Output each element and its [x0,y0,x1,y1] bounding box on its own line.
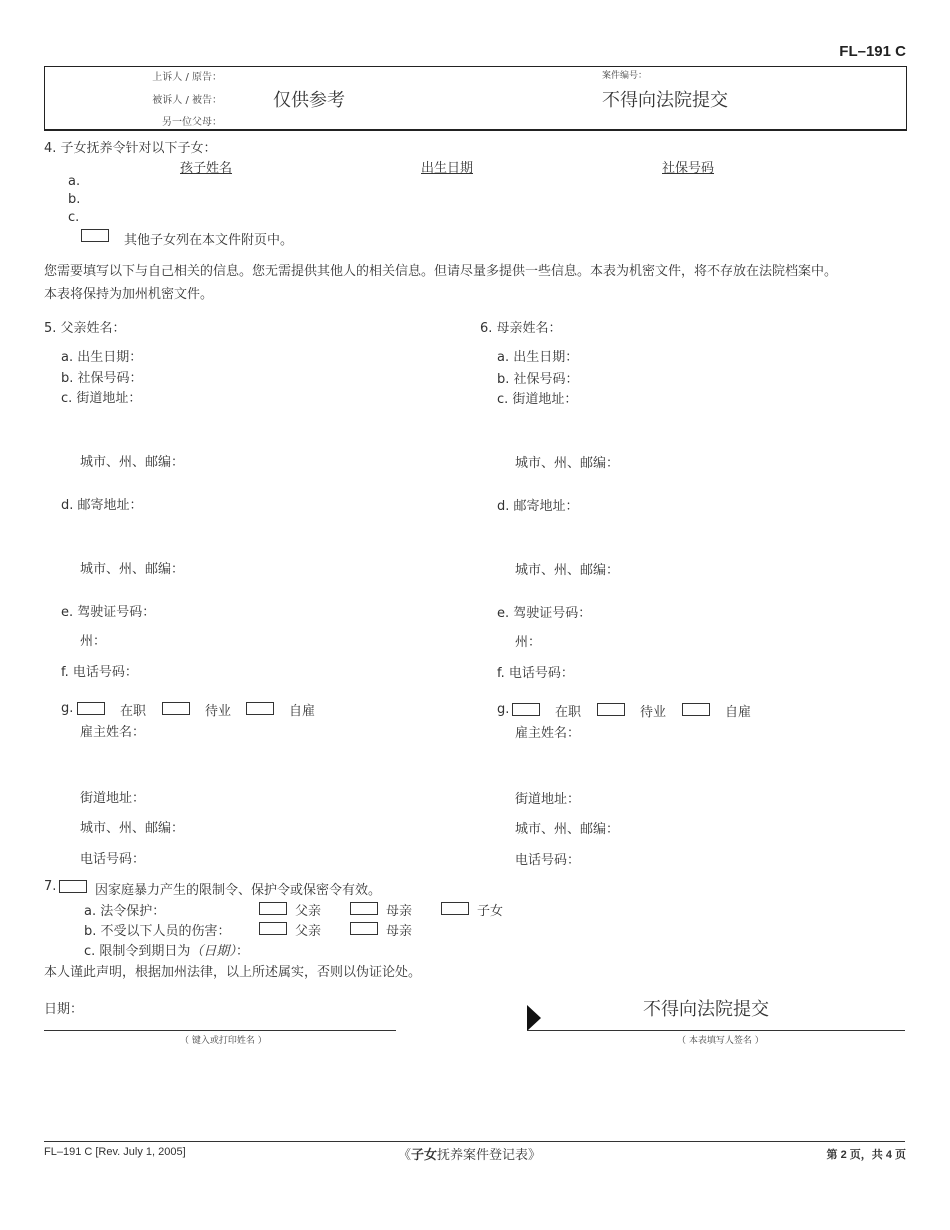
intro-line-1: 您需要填写以下与自己相关的信息。您无需提供其他人的相关信息。但请尽量多提供一些信息。本表为机密文件，将不存放在法院档案中。 [44,264,838,279]
father-dob-label[interactable]: a. 出生日期： [61,350,143,365]
signature-caption: （ 本表填写人签名 ） [677,1036,764,1046]
mother-mailing-city-label[interactable]: 城市、州、邮编： [515,563,620,578]
mother-license-label[interactable]: e. 驾驶证号码： [497,606,592,621]
mother-unemployed-checkbox[interactable] [597,703,625,716]
father-ssn-label[interactable]: b. 社保号码： [61,371,143,386]
expiration-label-post: ： [235,944,249,959]
expiration-date-hint: （日期） [190,944,236,959]
mother-self-employed-label: 自雇 [725,705,752,720]
other-parent-label: 另一位父母： [162,117,222,128]
mother-self-employed-checkbox[interactable] [682,703,710,716]
print-name-line[interactable] [44,1030,396,1031]
child-row-c[interactable]: c. [68,210,80,225]
father-name-label[interactable]: 5. 父亲姓名： [44,321,126,336]
footer-rule [44,1141,905,1142]
declaration-text: 本人谨此声明，根据加州法律，以上所述属实，否则以伪证论处。 [44,965,422,980]
mother-name-label[interactable]: 6. 母亲姓名： [480,321,562,336]
footer-page-number: 第 2 页，共 4 页 [826,1149,906,1161]
mother-g-label: g. [497,702,510,717]
father-license-label[interactable]: e. 驾驶证号码： [61,605,156,620]
mother-street-label[interactable]: c. 街道地址： [497,392,578,407]
mother-employed-label: 在职 [555,705,582,720]
mother-employer-phone-label[interactable]: 电话号码： [515,853,581,868]
signature-arrow-icon [527,1005,541,1031]
form-id: FL–191 C [839,43,906,60]
father-mailing-city-label[interactable]: 城市、州、邮编： [80,562,185,577]
father-employer-phone-label[interactable]: 电话号码： [80,852,146,867]
appellant-label: 上诉人 / 原告： [152,72,222,83]
restrained-mother-checkbox[interactable] [350,922,378,935]
father-g-label: g. [61,701,74,716]
mother-dob-label[interactable]: a. 出生日期： [497,350,579,365]
section-7-number: 7. [44,879,57,894]
print-name-caption: （ 键入或打印姓名 ） [180,1036,267,1046]
restrained-label: b. 不受以下人员的伤害： [84,924,231,939]
mother-employer-city-label[interactable]: 城市、州、邮编： [515,822,620,837]
protected-children-label: 子女 [477,904,504,919]
child-row-a[interactable]: a. [68,174,81,189]
father-employed-label: 在职 [120,704,147,719]
father-self-employed-checkbox[interactable] [246,702,274,715]
intro-line-2: 本表将保持为加州机密文件。 [44,287,214,302]
respondent-label: 被诉人 / 被告： [152,95,222,106]
signature-line[interactable] [527,1030,905,1031]
expiration-label[interactable] [84,940,249,959]
restrained-father-checkbox[interactable] [259,922,287,935]
mother-mailing-label[interactable]: d. 邮寄地址： [497,499,579,514]
case-number-value[interactable]: 不得向法院提交 [602,90,728,111]
father-employer-label[interactable]: 雇主姓名： [80,725,146,740]
footer-title-post: 抚养案件登记表》 [437,1148,542,1163]
protected-mother-checkbox[interactable] [350,902,378,915]
protected-children-checkbox[interactable] [441,902,469,915]
father-unemployed-label: 待业 [205,704,232,719]
protected-mother-label: 母亲 [386,904,413,919]
party-value[interactable]: 仅供参考 [273,90,345,111]
father-employed-checkbox[interactable] [77,702,105,715]
father-city-label[interactable]: 城市、州、邮编： [80,455,185,470]
mother-employer-street-label[interactable]: 街道地址： [515,792,581,807]
protected-label: a. 法令保护： [84,904,166,919]
father-mailing-label[interactable]: d. 邮寄地址： [61,498,143,513]
mother-ssn-label[interactable]: b. 社保号码： [497,372,579,387]
col-birth-date: 出生日期 [421,161,474,176]
footer-title [398,1144,541,1163]
father-self-employed-label: 自雇 [289,704,316,719]
restrained-father-label: 父亲 [295,924,322,939]
father-phone-label[interactable]: f. 电话号码： [61,665,138,680]
case-number-label: 案件编号： [602,71,648,81]
father-street-label[interactable]: c. 街道地址： [61,391,142,406]
father-unemployed-checkbox[interactable] [162,702,190,715]
restraining-order-checkbox[interactable] [59,880,87,893]
father-license-state-label[interactable]: 州： [80,634,107,649]
mother-city-label[interactable]: 城市、州、邮编： [515,456,620,471]
section-4-title: 4. 子女抚养令针对以下子女： [44,141,217,156]
restrained-mother-label: 母亲 [386,924,413,939]
signature-value[interactable]: 不得向法院提交 [643,999,769,1020]
footer-title-bold: 子女 [411,1148,438,1163]
mother-employer-label[interactable]: 雇主姓名： [515,726,581,741]
col-ssn: 社保号码 [662,161,715,176]
mother-unemployed-label: 待业 [640,705,667,720]
restraining-order-label: 因家庭暴力产生的限制令、保护令或保密令有效。 [95,883,382,898]
child-row-b[interactable]: b. [68,192,81,207]
other-children-label: 其他子女列在本文件附页中。 [124,233,294,248]
other-children-checkbox[interactable] [81,229,109,242]
footer-title-pre: 《 [398,1148,412,1163]
footer-form-revision: FL–191 C [Rev. July 1, 2005] [44,1146,186,1158]
mother-license-state-label[interactable]: 州： [515,635,542,650]
protected-father-label: 父亲 [295,904,322,919]
date-label[interactable]: 日期： [44,1002,84,1017]
mother-phone-label[interactable]: f. 电话号码： [497,666,574,681]
father-employer-street-label[interactable]: 街道地址： [80,791,146,806]
mother-employed-checkbox[interactable] [512,703,540,716]
expiration-label-pre: c. 限制令到期日为 [84,944,191,959]
father-employer-city-label[interactable]: 城市、州、邮编： [80,821,185,836]
col-child-name: 孩子姓名 [180,161,233,176]
protected-father-checkbox[interactable] [259,902,287,915]
